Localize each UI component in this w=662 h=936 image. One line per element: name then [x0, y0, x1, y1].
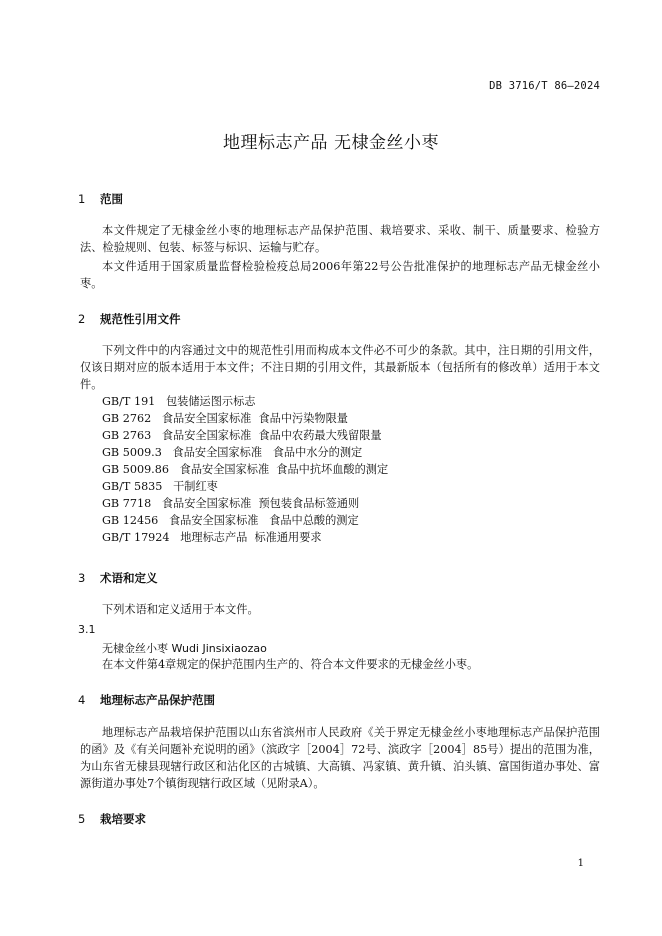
- reference-item: GB 12456 食品安全国家标准 食品中总酸的测定: [102, 514, 359, 527]
- reference-item: GB/T 17924 地理标志产品 标准通用要求: [102, 531, 322, 544]
- section-number: 1: [78, 192, 86, 206]
- standard-number: DB 3716/T 86—2024: [489, 80, 600, 92]
- section-3-heading: [78, 570, 158, 586]
- section-number: 3: [78, 571, 86, 585]
- section-number: 5: [78, 812, 86, 826]
- page-number: 1: [577, 858, 584, 869]
- reference-item: GB 7718 食品安全国家标准 预包装食品标签通则: [102, 497, 360, 510]
- reference-item: GB/T 5835 干制红枣: [102, 480, 218, 493]
- section-2-heading: [78, 311, 181, 327]
- term-name: 无棣金丝小枣 Wudi Jinsixiaozao: [102, 642, 267, 655]
- normative-references-paragraph: 下列文件中的内容通过文中的规范性引用而构成本文件必不可少的条款。其中，注日期的引用文件，仅该日期对应的版本适用于本文件；不注日期的引用文件，其最新版本（包括所有的修改单）适用于本文件。: [80, 344, 600, 391]
- scope-paragraph-2: 本文件适用于国家质量监督检验检疫总局2006年第22号公告批准保护的地理标志产品无棣金丝小枣。: [80, 260, 600, 290]
- term-number: 3.1: [78, 623, 96, 636]
- section-title: 术语和定义: [100, 571, 158, 585]
- section-title: 栽培要求: [100, 812, 147, 826]
- reference-item: GB 5009.3 食品安全国家标准 食品中水分的测定: [102, 446, 363, 459]
- reference-item: GB/T 191 包装储运图示标志: [102, 395, 256, 408]
- section-title: 地理标志产品保护范围: [100, 693, 216, 707]
- protection-scope-paragraph: 地理标志产品栽培保护范围以山东省滨州市人民政府《关于界定无棣金丝小枣地理标志产品保护范围的函》及《有关问题补充说明的函》（滨政字［2004］72号、滨政字［2004］85号）提出的范围为准，为山东省无棣县现辖行政区和沾化区的古城镇、大高镇、冯家镇、黄升镇、泊头镇、富国街道办事处、富源街道办事处7个镇街现辖行政区域（见附录A）。: [80, 726, 600, 790]
- section-number: 4: [78, 693, 86, 707]
- section-title: 规范性引用文件: [100, 312, 181, 326]
- section-5-heading: [78, 811, 146, 827]
- section-number: 2: [78, 312, 86, 326]
- reference-item: GB 2763 食品安全国家标准 食品中农药最大残留限量: [102, 429, 382, 442]
- section-title: 范围: [100, 192, 124, 206]
- reference-item: GB 2762 食品安全国家标准 食品中污染物限量: [102, 412, 348, 425]
- document-title: 地理标志产品 无棣金丝小枣: [223, 133, 439, 153]
- section-1-heading: [78, 191, 123, 207]
- section-4-heading: [78, 692, 215, 708]
- terms-intro-paragraph: 下列术语和定义适用于本文件。: [102, 603, 259, 616]
- reference-item: GB 5009.86 食品安全国家标准 食品中抗坏血酸的测定: [102, 463, 389, 476]
- scope-paragraph-1: 本文件规定了无棣金丝小枣的地理标志产品保护范围、栽培要求、采收、制干、质量要求、检验方法、检验规则、包装、标签与标识、运输与贮存。: [80, 224, 600, 254]
- term-definition: 在本文件第4章规定的保护范围内生产的、符合本文件要求的无棣金丝小枣。: [102, 658, 479, 671]
